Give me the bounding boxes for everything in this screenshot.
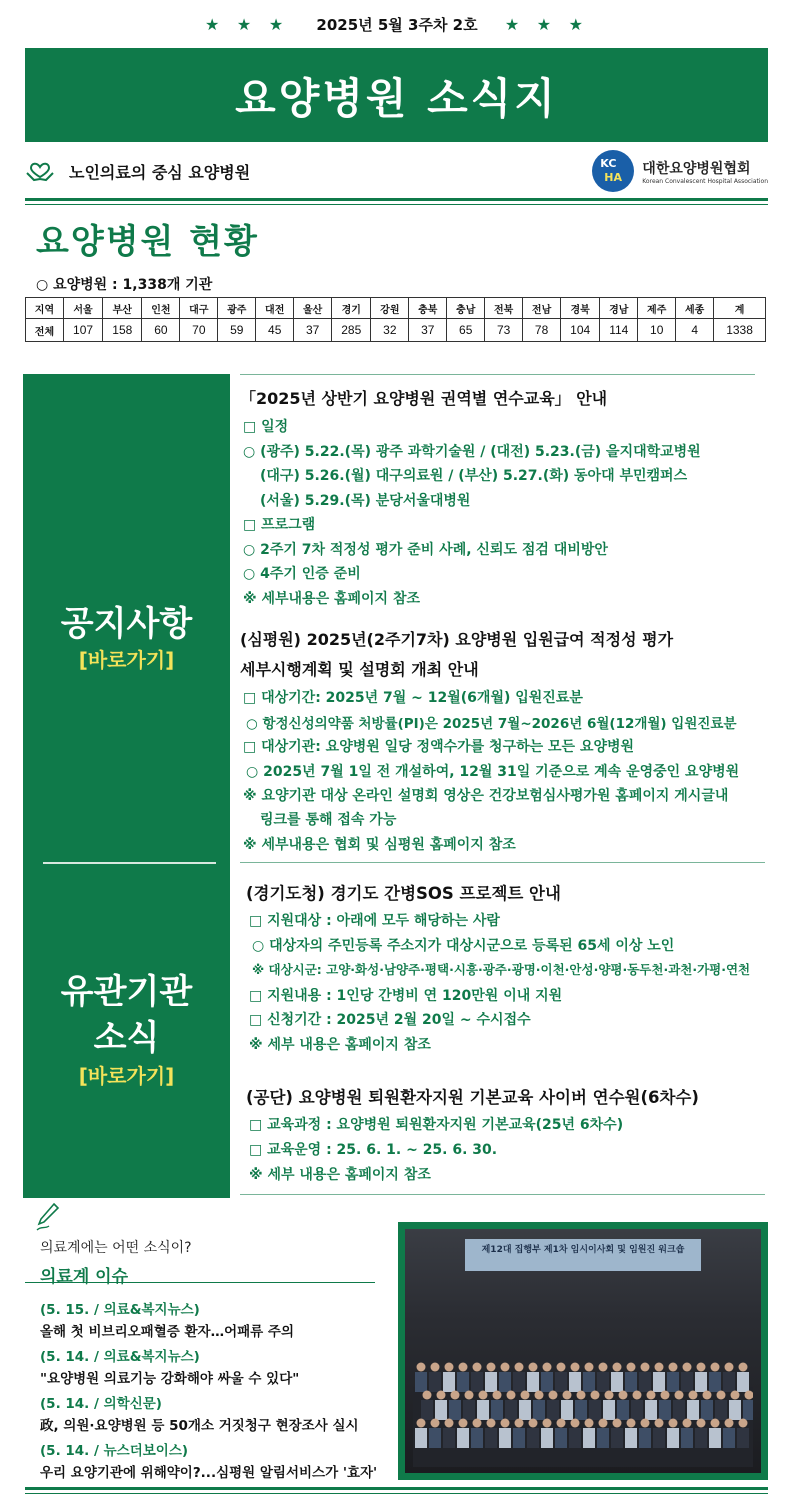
notice-1-title: 「2025년 상반기 요양병원 권역별 연수교육」 안내: [240, 389, 608, 408]
news-source: (5. 14. / 의료&복지뉴스): [40, 1349, 200, 1365]
person-body: [575, 1400, 587, 1420]
stars-right-icon: ★ ★ ★: [504, 15, 589, 34]
related-shortcut-link[interactable]: [바로가기]: [78, 1064, 175, 1088]
table-header-cell: 충북: [409, 298, 447, 319]
notice-shortcut-link[interactable]: [바로가기]: [78, 648, 175, 672]
person-body: [569, 1428, 581, 1448]
person-body: [743, 1400, 753, 1420]
related-1-line: ○ 대상자의 주민등록 주소지가 대상시군으로 등록된 65세 이상 노인: [252, 938, 675, 954]
person-body: [583, 1428, 595, 1448]
notice-2-line: ※ 요양기관 대상 온라인 설명회 영상은 건강보험심사평가원 홈페이지 게시글내: [243, 788, 729, 804]
related-side-title-1: 유관기관: [60, 972, 193, 1012]
kcha-logo: [592, 150, 768, 192]
news-item[interactable]: [40, 1392, 359, 1434]
person-body: [625, 1372, 637, 1392]
person-head: [669, 1419, 678, 1428]
person-head: [669, 1363, 678, 1372]
notice-side-title: 공지사항: [60, 604, 193, 644]
person-head: [431, 1363, 440, 1372]
table-header-cell: 부산: [103, 298, 142, 319]
photo-frame: [398, 1222, 768, 1480]
table-header-cell: 경북: [561, 298, 600, 319]
table-cell: 285: [332, 319, 371, 342]
person-head: [473, 1363, 482, 1372]
related-1-title: (경기도청) 경기도 간병SOS 프로젝트 안내: [246, 884, 561, 903]
person-head: [655, 1363, 664, 1372]
person-body: [415, 1372, 427, 1392]
person-head: [655, 1419, 664, 1428]
table-header-cell: 전남: [523, 298, 561, 319]
issues-heading: 의료계 이슈: [40, 1267, 129, 1287]
person-body: [527, 1428, 539, 1448]
person-body: [555, 1372, 567, 1392]
issues-lead: 의료계에는 어떤 소식이?: [40, 1240, 192, 1256]
divider: [240, 1194, 765, 1195]
notice-2-line: ※ 세부내용은 협회 및 심평원 홈페이지 참조: [243, 837, 516, 853]
person-body: [673, 1400, 685, 1420]
table-header-cell: 광주: [218, 298, 256, 319]
person-head: [521, 1391, 530, 1400]
person-body: [631, 1400, 643, 1420]
person-body: [555, 1428, 567, 1448]
table-header-row: [26, 298, 766, 319]
person-head: [529, 1363, 538, 1372]
person-body: [709, 1372, 721, 1392]
person-head: [423, 1391, 432, 1400]
photo-banner-text: 제12대 집행부 제1차 임시이사회 및 임원진 워크숍: [481, 1245, 685, 1255]
person-body: [701, 1400, 713, 1420]
person-head: [711, 1419, 720, 1428]
person-body: [723, 1428, 735, 1448]
person-body: [471, 1428, 483, 1448]
news-headline: "요양병원 의료기능 강화해야 싸울 수 있다": [40, 1371, 300, 1387]
person-head: [683, 1363, 692, 1372]
person-body: [443, 1428, 455, 1448]
issues-divider: [25, 1282, 375, 1283]
news-item[interactable]: [40, 1439, 377, 1481]
person-body: [659, 1400, 671, 1420]
table-header-cell: 세종: [676, 298, 714, 319]
table-cell: 전체: [26, 319, 64, 342]
person-head: [725, 1363, 734, 1372]
table-cell: 78: [523, 319, 561, 342]
subtitle-bar: [25, 150, 768, 198]
person-head: [493, 1391, 502, 1400]
issue-line: [0, 14, 794, 35]
table-header-cell: 대전: [256, 298, 294, 319]
news-item[interactable]: [40, 1298, 294, 1340]
subtitle: [25, 160, 250, 183]
person-body: [639, 1428, 651, 1448]
divider: [25, 198, 768, 205]
person-head: [437, 1391, 446, 1400]
news-source: (5. 15. / 의료&복지뉴스): [40, 1302, 200, 1318]
table-row: [26, 319, 766, 342]
related-1-line: □ 지원대상 : 아래에 모두 해당하는 사람: [249, 913, 500, 929]
person-body: [653, 1428, 665, 1448]
person-head: [473, 1419, 482, 1428]
notice-2-line: ○ 항정신성의약품 처방률(PI)은 2025년 7월~2026년 6월(12개월) 입원진료분: [246, 716, 737, 732]
person-body: [737, 1372, 749, 1392]
newsletter-title: 요양병원 소식지: [235, 74, 558, 123]
table-header-cell: 전북: [485, 298, 523, 319]
person-head: [515, 1419, 524, 1428]
news-source: (5. 14. / 뉴스더보이스): [40, 1443, 189, 1459]
person-head: [619, 1391, 628, 1400]
news-headline: 우리 요양기관에 위해약이?...심평원 알림서비스가 '효자': [40, 1465, 378, 1481]
person-head: [571, 1419, 580, 1428]
person-body: [681, 1372, 693, 1392]
person-head: [445, 1419, 454, 1428]
person-body: [499, 1428, 511, 1448]
kcha-mark-icon: KC HA: [592, 150, 634, 192]
person-head: [605, 1391, 614, 1400]
person-head: [571, 1363, 580, 1372]
person-body: [715, 1400, 727, 1420]
crowd-illustration: [413, 1347, 753, 1467]
related-2-line: □ 교육과정 : 요양병원 퇴원환자지원 기본교육(25년 6차수): [249, 1117, 624, 1133]
person-head: [731, 1391, 740, 1400]
person-body: [729, 1400, 741, 1420]
person-head: [487, 1363, 496, 1372]
person-head: [711, 1363, 720, 1372]
person-body: [499, 1372, 511, 1392]
person-body: [569, 1372, 581, 1392]
person-body: [667, 1428, 679, 1448]
person-head: [683, 1419, 692, 1428]
table-cell: 10: [638, 319, 676, 342]
person-head: [529, 1419, 538, 1428]
person-head: [627, 1363, 636, 1372]
person-body: [457, 1372, 469, 1392]
person-body: [687, 1400, 699, 1420]
notice-2-line: ○ 2025년 7월 1일 전 개설하여, 12월 31일 기준으로 계속 운영중인 요양병원: [246, 764, 740, 780]
notice-2-title: 세부시행계획 및 설명회 개최 안내: [240, 660, 479, 679]
table-header-cell: 울산: [294, 298, 332, 319]
notice-1-line: ○ (광주) 5.22.(목) 광주 과학기술원 / (대전) 5.23.(금) 을지대학교병원: [243, 444, 701, 460]
person-head: [459, 1419, 468, 1428]
person-head: [599, 1419, 608, 1428]
related-side-title-2: 소식: [93, 1018, 160, 1058]
person-body: [471, 1372, 483, 1392]
notice-1-line: ※ 세부내용은 홈페이지 참조: [243, 591, 420, 607]
pen-icon: [34, 1202, 60, 1232]
person-head: [487, 1419, 496, 1428]
notice-side-panel: [23, 374, 230, 864]
title-band: [25, 48, 768, 142]
notice-1-line: (대구) 5.26.(월) 대구의료원 / (부산) 5.27.(화) 동아대 부민캠퍼스: [260, 468, 688, 484]
kcha-name-en: Korean Convalescent Hospital Association: [642, 177, 768, 185]
person-body: [723, 1372, 735, 1392]
related-2-line: □ 교육운영 : 25. 6. 1. ~ 25. 6. 30.: [249, 1142, 498, 1158]
notice-2-line: □ 대상기관: 요양병원 일당 정액수가를 청구하는 모든 요양병원: [243, 739, 635, 755]
related-1-line: ※ 대상시군: 고양·화성·남양주·평택·시흥·광주·광명·이천·안성·양평·동두천·과천·가평·연천: [252, 962, 751, 977]
related-2-line: ※ 세부 내용은 홈페이지 참조: [249, 1167, 431, 1183]
related-1-line: □ 지원내용 : 1인당 간병비 연 120만원 이내 지원: [249, 988, 563, 1004]
hospital-count: ○ 요양병원 : 1,338개 기관: [36, 277, 213, 293]
hands-heart-icon: [25, 161, 55, 183]
table-header-cell: 강원: [371, 298, 409, 319]
person-body: [681, 1428, 693, 1448]
person-body: [617, 1400, 629, 1420]
person-body: [603, 1400, 615, 1420]
person-head: [675, 1391, 684, 1400]
photo-banner: [465, 1239, 701, 1271]
status-heading: 요양병원 현황: [36, 222, 259, 262]
person-body: [513, 1372, 525, 1392]
table-cell: 60: [142, 319, 180, 342]
related-side-panel: [23, 864, 230, 1198]
news-source: (5. 14. / 의학신문): [40, 1396, 162, 1412]
person-head: [627, 1419, 636, 1428]
person-head: [465, 1391, 474, 1400]
person-head: [563, 1391, 572, 1400]
person-body: [695, 1372, 707, 1392]
related-1-line: ※ 세부 내용은 홈페이지 참조: [249, 1037, 431, 1053]
person-body: [421, 1400, 433, 1420]
person-body: [611, 1428, 623, 1448]
news-item[interactable]: [40, 1345, 299, 1387]
table-cell: 32: [371, 319, 409, 342]
table-cell: 4: [676, 319, 714, 342]
person-head: [535, 1391, 544, 1400]
person-head: [725, 1419, 734, 1428]
person-body: [695, 1428, 707, 1448]
person-body: [429, 1428, 441, 1448]
notice-1-line: ○ 2주기 7차 적정성 평가 준비 사례, 신뢰도 점검 대비방안: [243, 542, 608, 558]
table-header-cell: 대구: [180, 298, 218, 319]
table-cell: 107: [63, 319, 102, 342]
person-body: [625, 1428, 637, 1448]
group-photo: [405, 1229, 761, 1473]
person-head: [451, 1391, 460, 1400]
person-body: [667, 1372, 679, 1392]
table-cell: 158: [103, 319, 142, 342]
table-cell: 114: [600, 319, 638, 342]
person-head: [543, 1419, 552, 1428]
person-head: [577, 1391, 586, 1400]
person-head: [557, 1363, 566, 1372]
table-cell: 37: [409, 319, 447, 342]
person-body: [449, 1400, 461, 1420]
table-header-cell: 경기: [332, 298, 371, 319]
person-head: [431, 1419, 440, 1428]
person-head: [417, 1363, 426, 1372]
table-cell: 59: [218, 319, 256, 342]
kcha-name-ko: 대한요양병원협회: [642, 160, 751, 177]
person-body: [737, 1428, 749, 1448]
person-body: [463, 1400, 475, 1420]
person-head: [417, 1419, 426, 1428]
person-head: [703, 1391, 712, 1400]
person-head: [739, 1363, 748, 1372]
person-head: [641, 1419, 650, 1428]
person-head: [647, 1391, 656, 1400]
table-header-cell: 충남: [447, 298, 485, 319]
person-head: [515, 1363, 524, 1372]
issue-label: 2025년 5월 3주차 2호: [316, 16, 478, 34]
person-head: [479, 1391, 488, 1400]
person-body: [513, 1428, 525, 1448]
person-head: [717, 1391, 726, 1400]
person-body: [505, 1400, 517, 1420]
person-body: [485, 1372, 497, 1392]
person-body: [527, 1372, 539, 1392]
person-head: [599, 1363, 608, 1372]
notice-1-line: ○ 4주기 인증 준비: [243, 566, 361, 582]
table-cell: 70: [180, 319, 218, 342]
related-2-title: (공단) 요양병원 퇴원환자지원 기본교육 사이버 연수원(6차수): [246, 1088, 699, 1107]
subtitle-text: 노인의료의 중심 요양병원: [69, 163, 251, 182]
table-header-cell: 서울: [63, 298, 102, 319]
person-head: [697, 1419, 706, 1428]
person-body: [429, 1372, 441, 1392]
person-body: [653, 1372, 665, 1392]
person-body: [639, 1372, 651, 1392]
table-cell: 73: [485, 319, 523, 342]
divider: [240, 862, 765, 863]
news-headline: 올해 첫 비브리오패혈증 환자…어패류 주의: [40, 1324, 294, 1340]
person-head: [585, 1363, 594, 1372]
divider: [240, 374, 755, 375]
notice-1-line: (서울) 5.29.(목) 분당서울대병원: [260, 493, 471, 509]
notice-1-line: □ 프로그램: [243, 517, 316, 533]
person-body: [645, 1400, 657, 1420]
related-1-line: □ 신청기간 : 2025년 2월 20일 ~ 수시접수: [249, 1012, 531, 1028]
table-cell: 65: [447, 319, 485, 342]
person-body: [443, 1372, 455, 1392]
person-body: [709, 1428, 721, 1448]
person-head: [613, 1419, 622, 1428]
stars-left-icon: ★ ★ ★: [205, 15, 290, 34]
person-head: [739, 1419, 748, 1428]
person-body: [457, 1428, 469, 1448]
person-head: [591, 1391, 600, 1400]
person-head: [549, 1391, 558, 1400]
person-body: [541, 1372, 553, 1392]
person-head: [445, 1363, 454, 1372]
news-headline: 政, 의원·요양병원 등 50개소 거짓청구 현장조사 실시: [40, 1418, 359, 1434]
person-body: [485, 1428, 497, 1448]
person-head: [543, 1363, 552, 1372]
person-body: [611, 1372, 623, 1392]
person-head: [689, 1391, 698, 1400]
person-body: [597, 1372, 609, 1392]
table-header-cell: 경남: [600, 298, 638, 319]
table-cell: 104: [561, 319, 600, 342]
person-body: [541, 1428, 553, 1448]
person-head: [501, 1419, 510, 1428]
person-body: [477, 1400, 489, 1420]
notice-2-line: 링크를 통해 접속 가능: [260, 812, 397, 828]
person-body: [589, 1400, 601, 1420]
person-body: [519, 1400, 531, 1420]
person-body: [435, 1400, 447, 1420]
person-body: [491, 1400, 503, 1420]
person-head: [613, 1363, 622, 1372]
person-head: [585, 1419, 594, 1428]
person-body: [561, 1400, 573, 1420]
bottom-divider: [25, 1487, 768, 1494]
person-body: [547, 1400, 559, 1420]
region-table: [25, 297, 766, 342]
table-cell: 1338: [714, 319, 766, 342]
person-head: [459, 1363, 468, 1372]
notice-2-title: (심평원) 2025년(2주기7차) 요양병원 입원급여 적정성 평가: [240, 630, 674, 649]
person-head: [641, 1363, 650, 1372]
table-cell: 45: [256, 319, 294, 342]
person-body: [583, 1372, 595, 1392]
table-header-cell: 지역: [26, 298, 64, 319]
notice-1-line: □ 일정: [243, 419, 289, 435]
person-head: [697, 1363, 706, 1372]
table-header-cell: 제주: [638, 298, 676, 319]
person-head: [661, 1391, 670, 1400]
person-head: [557, 1419, 566, 1428]
person-body: [415, 1428, 427, 1448]
person-head: [507, 1391, 516, 1400]
person-body: [533, 1400, 545, 1420]
table-header-cell: 인천: [142, 298, 180, 319]
table-cell: 37: [294, 319, 332, 342]
notice-2-line: □ 대상기간: 2025년 7월 ~ 12월(6개월) 입원진료분: [243, 690, 583, 706]
person-head: [633, 1391, 642, 1400]
person-head: [501, 1363, 510, 1372]
person-body: [597, 1428, 609, 1448]
table-header-cell: 계: [714, 298, 766, 319]
